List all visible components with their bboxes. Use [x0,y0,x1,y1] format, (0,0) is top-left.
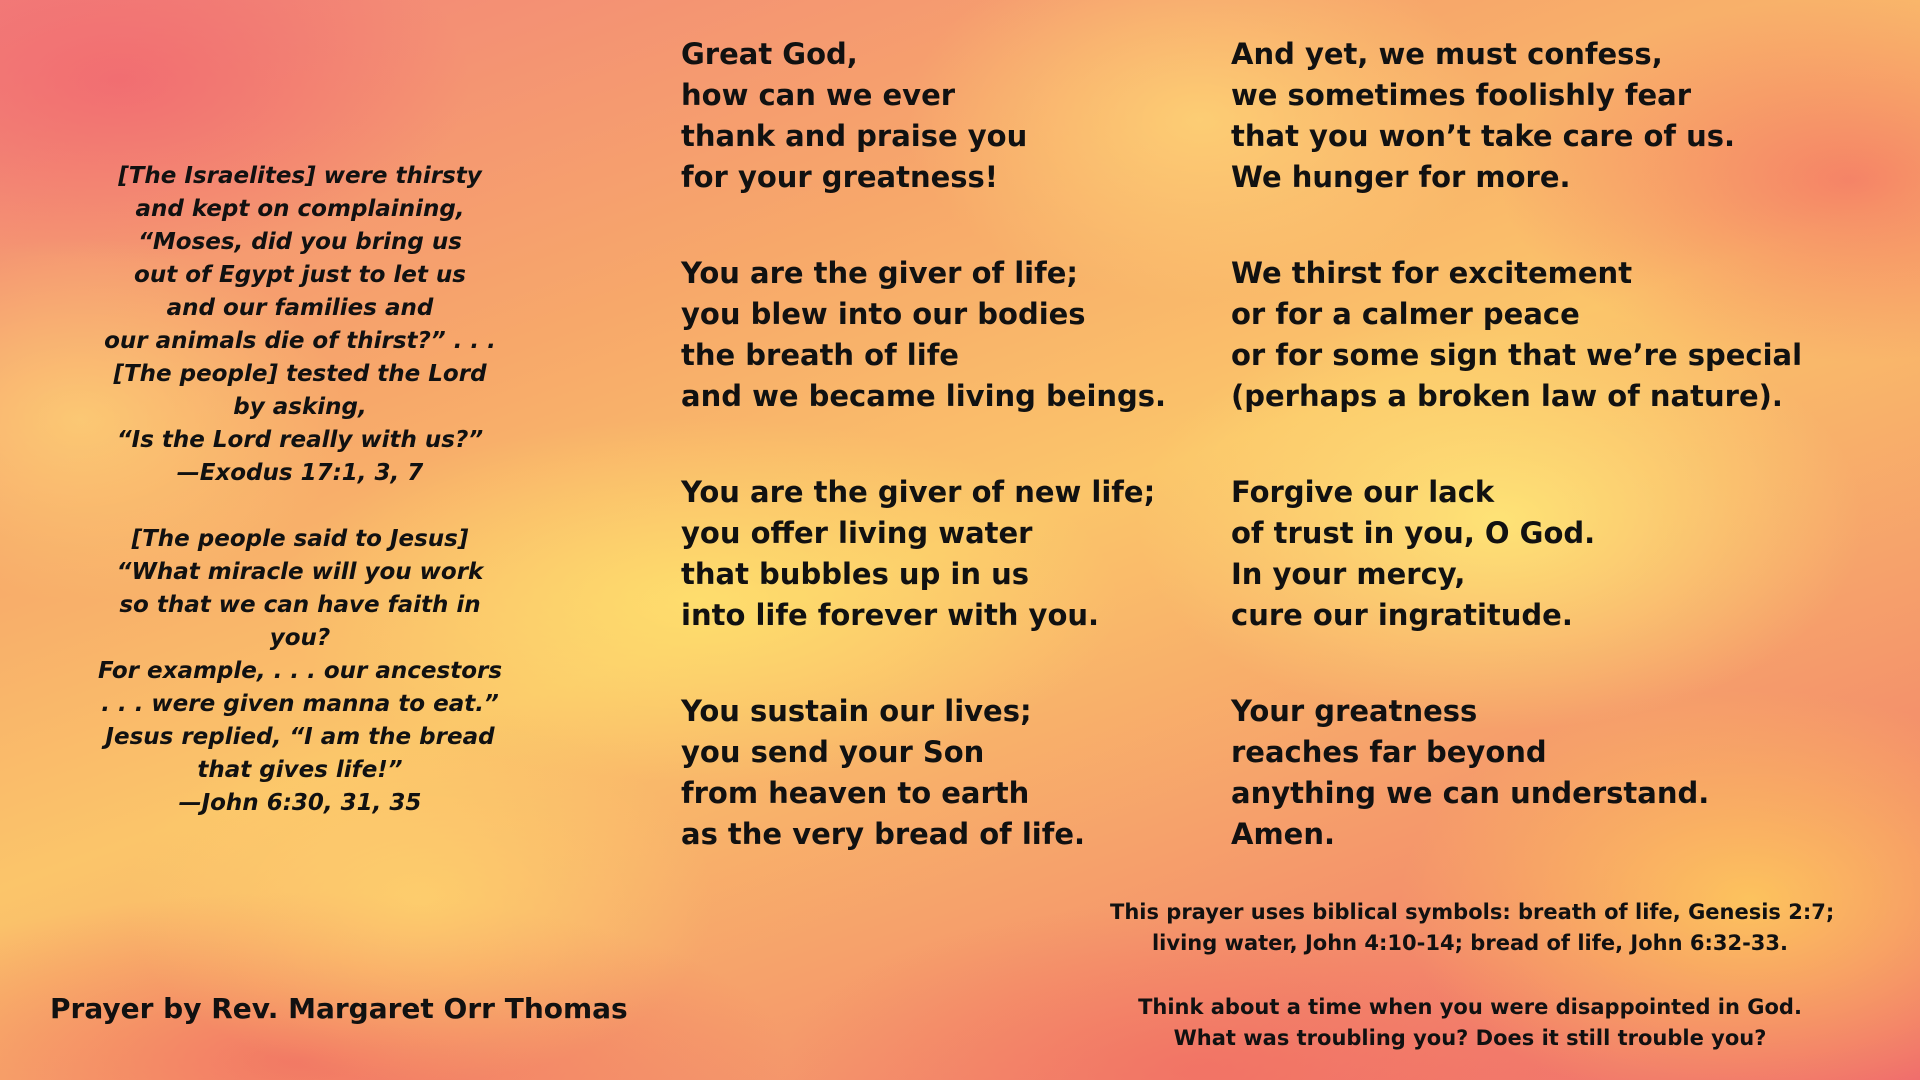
scripture-line: [The Israelites] were thirsty [118,163,482,189]
scripture-line: out of Egypt just to let us [134,262,466,288]
note-line: Think about a time when you were disappointed in God. [1138,995,1802,1019]
note-line: What was troubling you? Does it still trouble you? [1173,1026,1767,1050]
prayer-line: or for some sign that we’re special [1231,338,1803,372]
prayer-line: or for a calmer peace [1231,297,1580,331]
scripture-line: by asking, [233,394,367,420]
prayer-line: into life forever with you. [681,598,1100,632]
prayer-line: of trust in you, O God. [1231,516,1596,550]
prayer-line: We hunger for more. [1231,160,1571,194]
prayer-line: from heaven to earth [681,776,1030,810]
prayer-line: (perhaps a broken law of nature). [1231,379,1783,413]
prayer-line: that bubbles up in us [681,557,1030,591]
prayer-line: Great God, [681,37,858,71]
prayer-line: how can we ever [681,78,956,112]
prayer-line: You are the giver of new life; [681,475,1156,509]
prayer-line: you send your Son [681,735,985,769]
scripture-exodus [95,160,505,490]
scripture-line: . . . were given manna to eat.” [101,691,499,717]
prayer-column-middle [681,34,1166,910]
scripture-line: Jesus replied, “I am the bread [105,724,495,750]
prayer-line: Forgive our lack [1231,475,1495,509]
scripture-line: our animals die of thirst?” . . . [104,328,496,354]
scripture-line: [The people said to Jesus] [131,526,469,552]
scripture-quotes [95,160,505,853]
symbols-note [1110,897,1835,959]
prayer-line: you blew into our bodies [681,297,1086,331]
prayer-line: In your mercy, [1231,557,1466,591]
prayer-line: that you won’t take care of us. [1231,119,1736,153]
prayer-line: reaches far beyond [1231,735,1547,769]
note-line: This prayer uses biblical symbols: breath of life, Genesis 2:7; [1110,900,1835,924]
prayer-line: thank and praise you [681,119,1028,153]
prayer-line: Your greatness [1231,694,1478,728]
prayer-stanza [681,472,1166,636]
scripture-citation: —Exodus 17:1, 3, 7 [176,460,424,486]
prayer-line: you offer living water [681,516,1033,550]
scripture-line: that gives life!” [197,757,403,783]
scripture-john [95,523,505,820]
prayer-stanza [1231,253,1802,417]
prayer-stanza [681,691,1166,855]
reflection-question [1110,992,1830,1054]
prayer-column-right [1231,34,1802,910]
prayer-stanza [1231,472,1802,636]
prayer-line: and we became living beings. [681,379,1167,413]
scripture-line: For example, . . . our ancestors [97,658,503,684]
scripture-line: “Moses, did you bring us [138,229,462,255]
note-line: living water, John 4:10-14; bread of life, John 6:32-33. [1151,931,1788,955]
prayer-line: the breath of life [681,338,959,372]
scripture-line: [The people] tested the Lord [113,361,487,387]
prayer-stanza [1231,34,1802,198]
scripture-line: “What miracle will you work [116,559,484,585]
prayer-line: Amen. [1231,817,1335,851]
prayer-line: You sustain our lives; [681,694,1032,728]
scripture-line: “Is the Lord really with us?” [116,427,484,453]
prayer-line: We thirst for excitement [1231,256,1633,290]
prayer-line: anything we can understand. [1231,776,1710,810]
scripture-citation: —John 6:30, 31, 35 [178,790,422,816]
prayer-stanza [681,253,1166,417]
scripture-line: and our families and [166,295,434,321]
prayer-line: as the very bread of life. [681,817,1086,851]
prayer-line: cure our ingratitude. [1231,598,1573,632]
prayer-line: we sometimes foolishly fear [1231,78,1692,112]
scripture-line: so that we can have faith in you? [119,592,481,651]
scripture-line: and kept on complaining, [135,196,465,222]
prayer-stanza [681,34,1166,198]
prayer-stanza [1231,691,1802,855]
prayer-line: You are the giver of life; [681,256,1078,290]
author-credit: Prayer by Rev. Margaret Orr Thomas [50,992,628,1025]
prayer-line: And yet, we must confess, [1231,37,1663,71]
prayer-line: for your greatness! [681,160,999,194]
